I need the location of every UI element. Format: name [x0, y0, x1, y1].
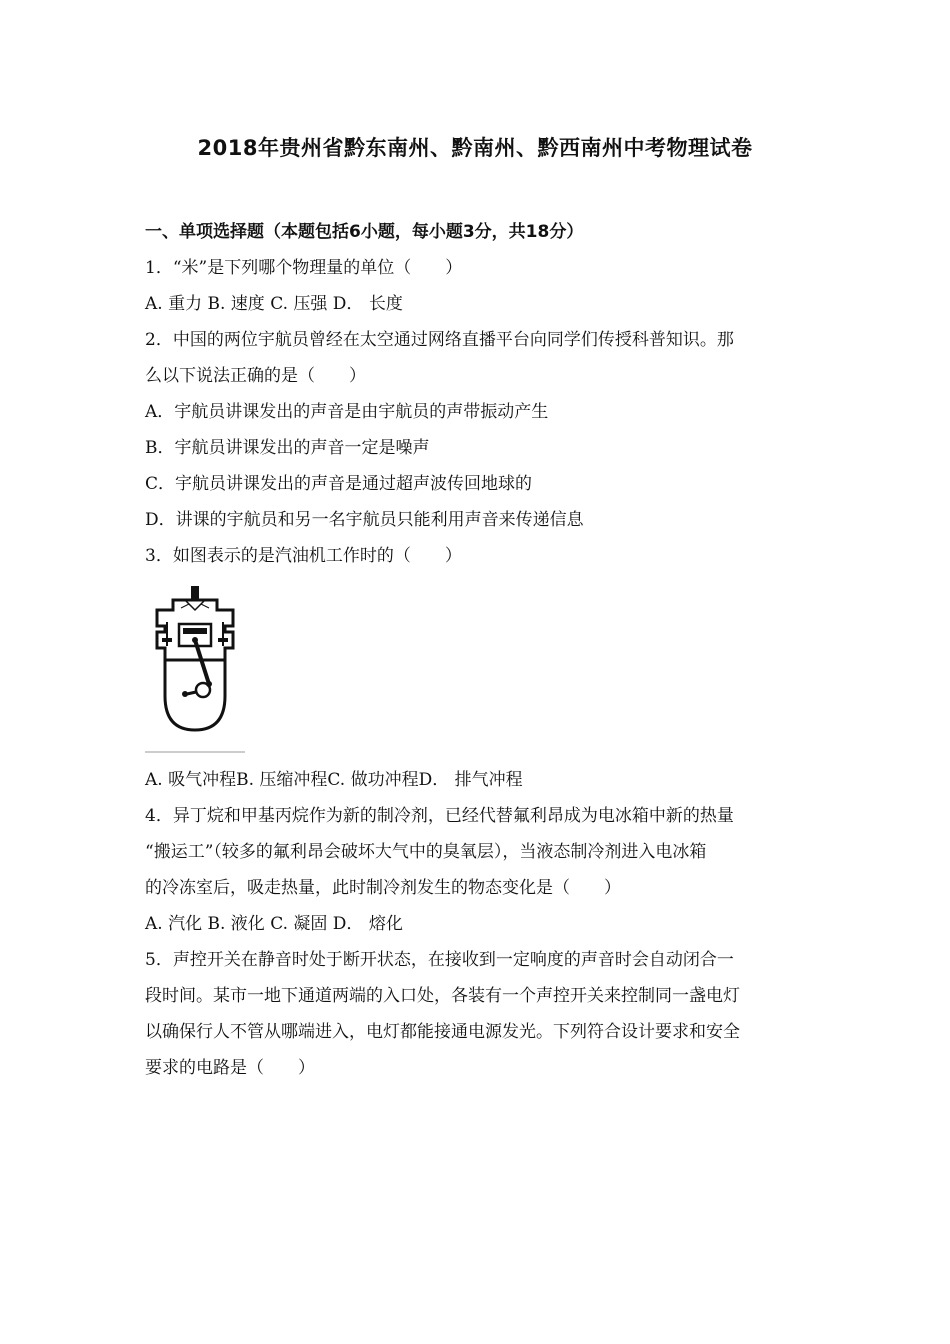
question-3 — [145, 538, 810, 798]
question-stem: 段时间。某市一地下通道两端的入口处，各装有一个声控开关来控制同一盏电灯 — [145, 986, 740, 1006]
question-stem: 的冷冻室后，吸走热量，此时制冷剂发生的物态变化是（ ） — [145, 878, 621, 898]
question-stem: 1．“米”是下列哪个物理量的单位（ ） — [145, 258, 463, 278]
question-stem: 3．如图表示的是汽油机工作时的（ ） — [145, 546, 462, 566]
question-stem: 5．声控开关在静音时处于断开状态，在接收到一定响度的声音时会自动闭合一 — [145, 950, 734, 970]
question-options: A. 汽化 B. 液化 C. 凝固 D． 熔化 — [145, 914, 403, 934]
exam-content — [145, 218, 810, 1086]
question-5 — [145, 942, 810, 1086]
engine-diagram-icon — [145, 580, 245, 756]
question-stem: 2．中国的两位宇航员曾经在太空通过网络直播平台向同学们传授科普知识。那 — [145, 330, 734, 350]
question-options: A. 吸气冲程B. 压缩冲程C. 做功冲程D． 排气冲程 — [145, 770, 523, 790]
question-stem: 么以下说法正确的是（ ） — [145, 366, 366, 386]
question-stem: 要求的电路是（ ） — [145, 1058, 315, 1078]
option-d: D．讲课的宇航员和另一名宇航员只能利用声音来传递信息 — [145, 510, 584, 530]
question-1 — [145, 250, 810, 322]
gasoline-engine-figure — [145, 580, 245, 760]
question-options: A. 重力 B. 速度 C. 压强 D． 长度 — [145, 294, 403, 314]
question-2 — [145, 322, 810, 538]
option-a: A．宇航员讲课发出的声音是由宇航员的声带振动产生 — [145, 402, 549, 422]
option-b: B．宇航员讲课发出的声音一定是噪声 — [145, 438, 430, 458]
question-4 — [145, 798, 810, 942]
question-stem: 以确保行人不管从哪端进入，电灯都能接通电源发光。下列符合设计要求和安全 — [145, 1022, 740, 1042]
option-c: C．宇航员讲课发出的声音是通过超声波传回地球的 — [145, 474, 533, 494]
section-heading: 一、单项选择题（本题包括6小题，每小题3分，共18分） — [145, 222, 584, 242]
question-stem: “搬运工”（较多的氟利昂会破坏大气中的臭氧层），当液态制冷剂进入电冰箱 — [145, 842, 707, 862]
question-stem: 4．异丁烷和甲基丙烷作为新的制冷剂，已经代替氟利昂成为电冰箱中新的热量 — [145, 806, 734, 826]
exam-title: 2018年贵州省黔东南州、黔南州、黔西南州中考物理试卷 — [197, 136, 753, 160]
